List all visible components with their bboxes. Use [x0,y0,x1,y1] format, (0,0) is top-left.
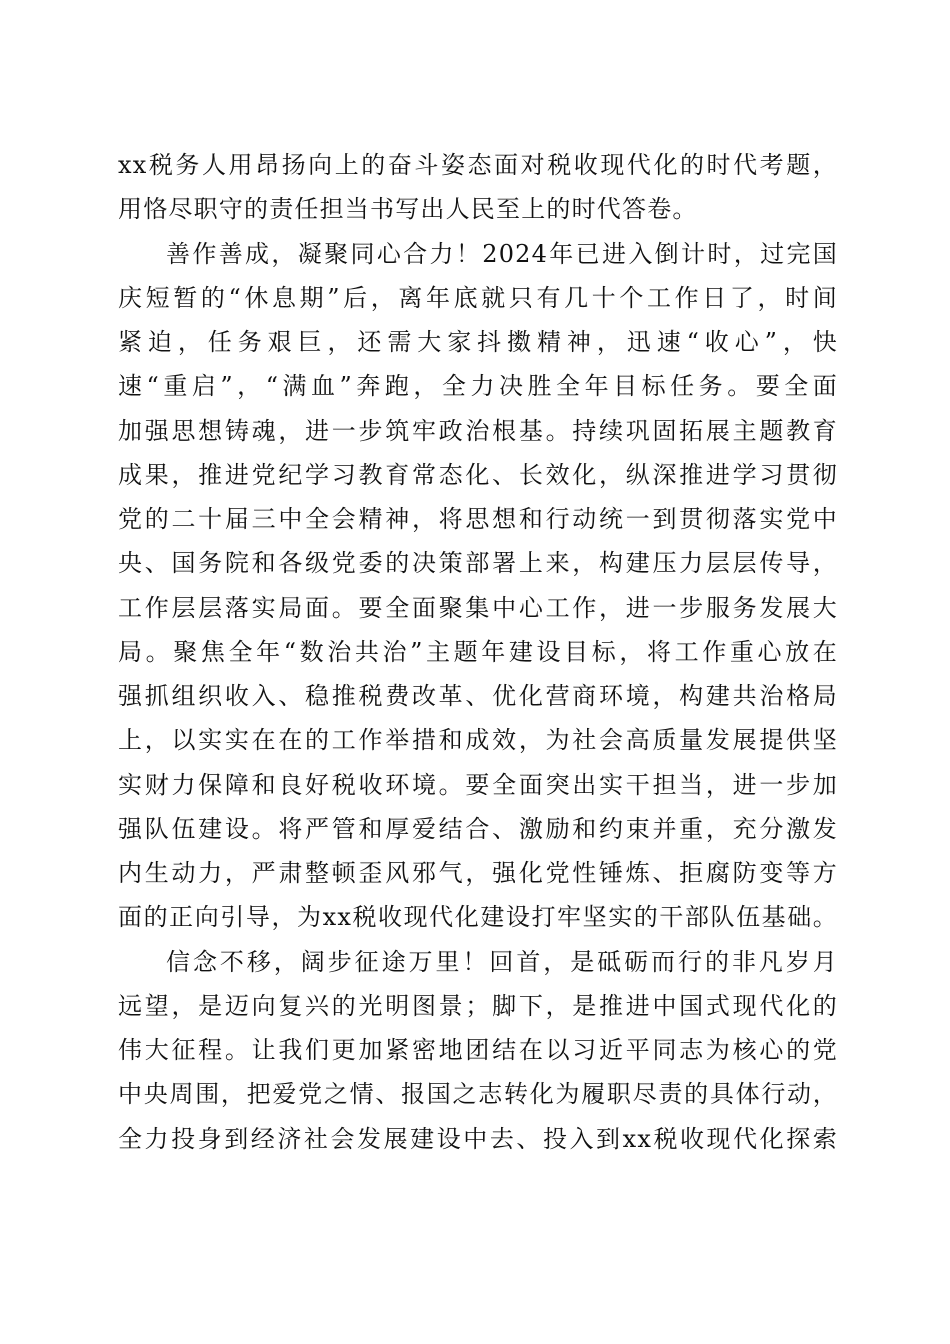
text-line: 强队伍建设。将严管和厚爱结合、激励和约束并重，充分激发 [118,814,838,843]
text-line: xx税务人用昂扬向上的奋斗姿态面对税收现代化的时代考题， [118,151,838,179]
text-line: 党的二十届三中全会精神，将思想和行动统一到贯彻落实党中 [118,505,838,533]
text-line: 伟大征程。让我们更加紧密地团结在以习近平同志为核心的党 [118,1036,838,1064]
text-line: 上，以实实在在的工作举措和成效，为社会高质量发展提供坚 [118,726,838,755]
text-line: 速“重启”，“满血”奔跑，全力决胜全年目标任务。要全面 [118,372,838,401]
body-text [118,143,838,1161]
text-line: 工作层层落实局面。要全面聚集中心工作，进一步服务发展大 [118,593,838,622]
text-line: 局。聚焦全年“数治共治”主题年建设目标，将工作重心放在 [118,637,838,666]
text-line: 信念不移，阔步征途万里！回首，是砥砺而行的非凡岁月 [166,947,838,976]
text-line: 用恪尽职守的责任担当书写出人民至上的时代答卷。 [118,195,698,224]
text-line: 紧迫，任务艰巨，还需大家抖擞精神，迅速“收心”，快 [118,328,838,356]
text-line: 善作善成，凝聚同心合力！2024年已进入倒计时，过完国 [166,239,838,268]
text-line: 内生动力，严肃整顿歪风邪气，强化党性锤炼、拒腐防变等方 [118,859,838,887]
text-line: 庆短暂的“休息期”后，离年底就只有几十个工作日了，时间 [118,283,838,312]
text-line: 成果，推进党纪学习教育常态化、长效化，纵深推进学习贯彻 [118,460,838,489]
text-line: 远望，是迈向复兴的光明图景；脚下，是推进中国式现代化的 [118,991,838,1020]
text-line: 央、国务院和各级党委的决策部署上来，构建压力层层传导， [118,549,838,578]
text-line: 面的正向引导，为xx税收现代化建设打牢坚实的干部队伍基础。 [118,903,838,932]
text-line: 加强思想铸魂，进一步筑牢政治根基。持续巩固拓展主题教育 [118,416,838,445]
text-line: 强抓组织收入、稳推税费改革、优化营商环境，构建共治格局 [118,682,838,710]
text-line: 中央周围，把爱党之情、报国之志转化为履职尽责的具体行动， [118,1080,838,1109]
text-line: 全力投身到经济社会发展建设中去、投入到xx税收现代化探索 [118,1124,838,1153]
text-line: 实财力保障和良好税收环境。要全面突出实干担当，进一步加 [118,770,838,799]
